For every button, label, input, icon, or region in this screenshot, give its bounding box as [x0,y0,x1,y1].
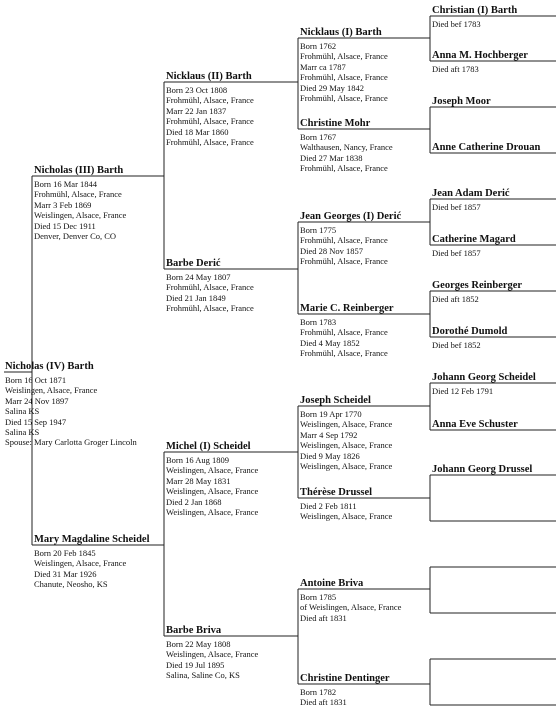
fact-line: Weislingen, Alsace, France [300,440,393,451]
person-name: Thérèse Drussel [300,487,373,498]
person-antoine-briva [300,578,401,623]
fact-line: Frohmühl, Alsace, France [166,137,254,148]
fact-line: Frohmühl, Alsace, France [166,116,254,127]
fact-line: Frohmühl, Alsace, France [166,282,254,293]
fact-line: Salina, Saline Co, KS [166,670,240,681]
person-facts [34,548,150,590]
fact-line: Weislingen, Alsace, France [166,649,259,660]
fact-line: Died 27 Mar 1838 [300,152,363,163]
fact-line: Frohmühl, Alsace, France [300,93,388,104]
fact-line: Born 22 May 1808 [166,639,231,649]
person-name: Mary Magdaline Scheidel [34,534,150,545]
person-name: Joseph Scheidel [300,395,371,406]
person-name: Christine Dentinger [300,673,390,684]
fact-line: Died bef 1783 [432,19,481,29]
fact-line: Marr ca 1787 [300,61,346,72]
fact-line: Denver, Denver Co, CO [34,231,117,242]
fact-line: of Weislingen, Alsace, France [300,602,402,613]
person-facts [300,687,390,708]
person-facts [5,375,137,448]
fact-line: Marr 3 Feb 1869 [34,199,92,210]
person-facts [432,202,510,212]
person-anne-catherine-drouan [432,142,540,154]
person-name: Anne Catherine Drouan [432,142,541,153]
person-nicklaus-i-barth [300,27,388,103]
person-name: Nicklaus (II) Barth [166,71,252,82]
fact-line: Died 29 May 1842 [300,82,364,93]
person-name: Johann Georg Drussel [432,464,533,475]
fact-line: Weislingen, Alsace, France [300,419,393,430]
person-name: Georges Reinberger [432,280,523,291]
fact-line: Weislingen, Alsace, France [166,465,259,476]
person-christine-dentinger [300,673,390,708]
person-name: Christian (I) Barth [432,5,518,16]
person-name: Nicholas (IV) Barth [5,361,94,372]
person-jean-adam-deric [432,188,510,212]
fact-line: Born 1767 [300,132,337,142]
person-facts [166,85,254,147]
person-mary-magdaline-scheidel [34,534,150,590]
fact-line: Marr 4 Sep 1792 [300,429,358,440]
person-name: Catherine Magard [432,234,516,245]
fact-line: Died aft 1783 [432,64,479,74]
person-facts [432,64,528,74]
fact-line: Died bef 1852 [432,340,481,350]
fact-line: Marr 22 Jan 1837 [166,105,227,116]
fact-line: Died 21 Jan 1849 [166,292,226,303]
person-dorothe-dumold [432,326,507,350]
person-facts [300,41,388,103]
person-facts [34,179,126,241]
person-facts [300,409,392,471]
fact-line: Frohmühl, Alsace, France [300,163,388,174]
fact-line: Died 12 Feb 1791 [432,386,494,396]
person-christian-i-barth [432,5,517,29]
person-barbe-briva [166,625,258,681]
fact-line: Marr 24 Nov 1897 [5,395,69,406]
fact-line: Died bef 1857 [432,202,481,212]
fact-line: Weislingen, Alsace, France [300,461,393,472]
fact-line: Born 24 May 1807 [166,272,231,282]
fact-line: Died 15 Dec 1911 [34,220,96,231]
person-facts [166,272,254,314]
person-name: Dorothé Dumold [432,326,508,337]
fact-line: Frohmühl, Alsace, France [34,189,122,200]
fact-line: Frohmühl, Alsace, France [300,235,388,246]
fact-line: Salina KS [5,406,40,417]
fact-line: Frohmühl, Alsace, France [300,72,388,83]
fact-line: Born 16 Aug 1809 [166,455,230,465]
fact-line: Died 4 May 1852 [300,337,360,348]
person-name: Jean Adam Derić [432,188,510,199]
fact-line: Weislingen, Alsace, France [5,385,98,396]
person-facts [300,592,401,623]
fact-line: Frohmühl, Alsace, France [300,327,388,338]
person-name: Barbe Derić [166,258,221,269]
person-name: Nicholas (III) Barth [34,165,124,176]
person-joseph-scheidel [300,395,392,471]
fact-line: Died aft 1831 [300,697,347,708]
person-name: Marie C. Reinberger [300,303,394,314]
person-anna-eve-schuster [432,419,518,431]
fact-line: Frohmühl, Alsace, France [300,256,388,267]
person-name: Barbe Briva [166,625,222,636]
person-marie-c-reinberger [300,303,394,359]
fact-line: Salina KS [5,427,40,438]
fact-line: Born 20 Feb 1845 [34,548,96,558]
person-johann-georg-scheidel [432,372,536,396]
person-facts [432,340,507,350]
fact-line: Died aft 1852 [432,294,479,304]
fact-line: Died 2 Jan 1868 [166,496,222,507]
person-name: Michel (I) Scheidel [166,441,251,452]
person-name: Jean Georges (I) Derić [300,211,402,222]
person-name: Anna Eve Schuster [432,419,518,430]
person-facts [300,501,392,522]
person-christine-mohr [300,118,393,174]
fact-line: Frohmühl, Alsace, France [300,51,388,62]
fact-line: Died 31 Mar 1926 [34,568,97,579]
person-nicklaus-ii-barth [166,71,254,147]
fact-line: Died 19 Jul 1895 [166,659,225,670]
fact-line: Died aft 1831 [300,612,347,623]
fact-line: Born 1783 [300,317,337,327]
fact-line: Born 1782 [300,687,337,697]
fact-line: Died bef 1857 [432,248,481,258]
person-facts [166,639,258,681]
person-johann-georg-drussel [432,464,532,476]
person-anna-m-hochberger [432,50,528,74]
person-nicholas-iii-barth [34,165,126,241]
fact-line: Frohmühl, Alsace, France [166,303,254,314]
fact-line: Weislingen, Alsace, France [34,210,127,221]
fact-line: Born 16 Mar 1844 [34,179,98,189]
person-facts [300,132,393,174]
person-facts [300,317,394,359]
person-name: Antoine Briva [300,578,364,589]
person-facts [166,455,258,517]
fact-line: Weislingen, Alsace, France [34,558,127,569]
fact-line: Weislingen, Alsace, France [300,511,393,522]
person-catherine-magard [432,234,516,258]
fact-line: Weislingen, Alsace, France [166,486,259,497]
person-facts [432,386,536,396]
person-barbe-deric [166,258,254,314]
fact-line: Born 16 Oct 1871 [5,375,67,385]
person-nicholas-iv-barth [5,361,137,448]
person-facts [432,19,517,29]
fact-line: Died 2 Feb 1811 [300,501,357,511]
fact-line: Frohmühl, Alsace, France [166,95,254,106]
fact-line: Born 1762 [300,41,337,51]
person-name: Nicklaus (I) Barth [300,27,382,38]
fact-line: Weislingen, Alsace, France [166,507,259,518]
person-therese-drussel [300,487,392,522]
fact-line: Died 28 Nov 1857 [300,245,364,256]
fact-line: Born 23 Oct 1808 [166,85,228,95]
fact-line: Died 18 Mar 1860 [166,126,229,137]
fact-line: Died 15 Sep 1947 [5,416,67,427]
fact-line: Born 1775 [300,225,337,235]
fact-line: Born 1785 [300,592,337,602]
person-facts [432,248,516,258]
person-jean-georges-i-deric [300,211,401,267]
person-name: Joseph Moor [432,96,491,107]
fact-line: Spouse: Mary Carlotta Groger Lincoln [5,437,137,448]
person-georges-reinberger [432,280,522,304]
person-facts [432,294,522,304]
person-name: Johann Georg Scheidel [432,372,536,383]
fact-line: Walthausen, Nancy, France [300,142,393,153]
person-joseph-moor [432,96,491,108]
person-name: Anna M. Hochberger [432,50,528,61]
person-facts [300,225,401,267]
fact-line: Marr 28 May 1831 [166,475,231,486]
fact-line: Died 9 May 1826 [300,450,360,461]
fact-line: Chanute, Neosho, KS [34,579,108,590]
person-michel-i-scheidel [166,441,258,517]
fact-line: Born 19 Apr 1770 [300,409,362,419]
fact-line: Frohmühl, Alsace, France [300,348,388,359]
person-name: Christine Mohr [300,118,371,129]
